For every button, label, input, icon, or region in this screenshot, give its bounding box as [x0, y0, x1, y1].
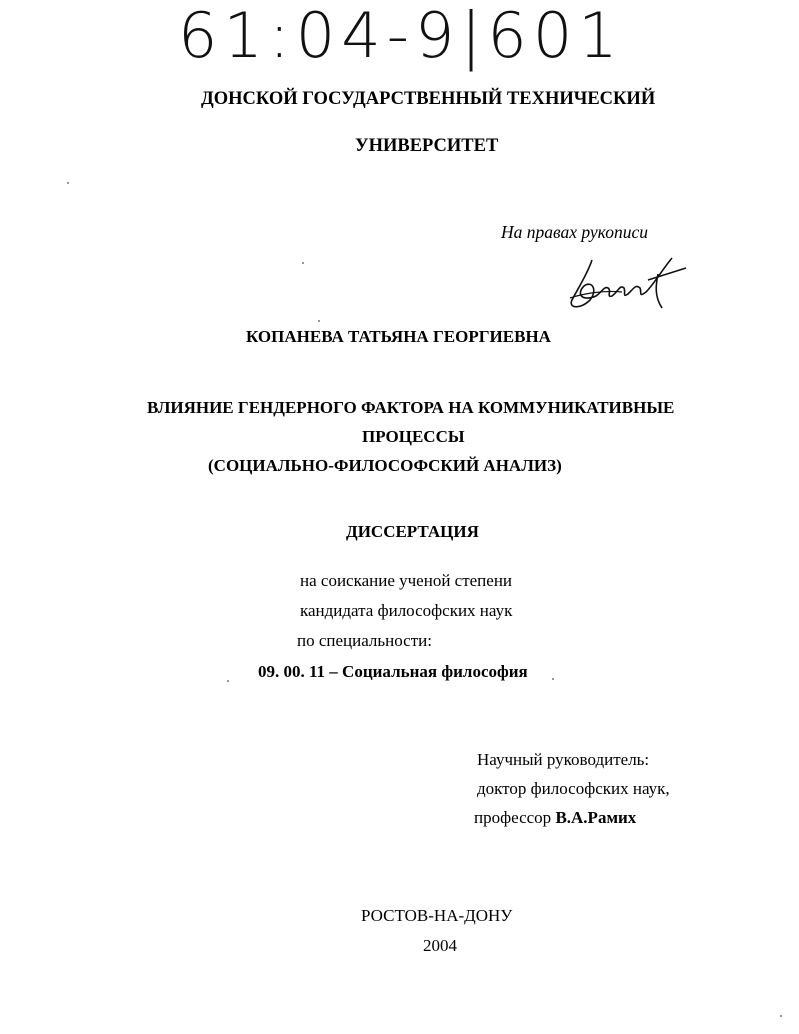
- scan-speck: [318, 320, 320, 322]
- document-type: ДИССЕРТАЦИЯ: [346, 522, 479, 541]
- supervisor-title-line: [474, 808, 636, 828]
- scan-speck: [780, 1015, 782, 1017]
- signature-icon: [562, 250, 692, 320]
- institution-line-1: ДОНСКОЙ ГОСУДАРСТВЕННЫЙ ТЕХНИЧЕСКИЙ: [201, 89, 656, 109]
- degree-line-3: по специальности:: [297, 631, 432, 650]
- title-line-3: (СОЦИАЛЬНО-ФИЛОСОФСКИЙ АНАЛИЗ): [208, 456, 562, 475]
- year: 2004: [423, 936, 457, 955]
- title-line-2: ПРОЦЕССЫ: [362, 427, 465, 446]
- author-name: КОПАНЕВА ТАТЬЯНА ГЕОРГИЕВНА: [246, 327, 551, 346]
- supervisor-name: В.А.Рамих: [555, 808, 637, 827]
- supervisor-label: Научный руководитель:: [477, 750, 650, 769]
- degree-line-2: кандидата философских наук: [300, 601, 513, 620]
- scan-speck: [552, 678, 554, 680]
- degree-line-1: на соискание ученой степени: [300, 571, 513, 590]
- supervisor-title: профессор: [474, 808, 552, 827]
- title-line-1: ВЛИЯНИЕ ГЕНДЕРНОГО ФАКТОРА НА КОММУНИКАТИВНЫЕ: [147, 398, 675, 417]
- rights-note: На правах рукописи: [501, 222, 648, 242]
- supervisor-degree: доктор философских наук,: [477, 779, 670, 798]
- institution-line-2: УНИВЕРСИТЕТ: [355, 136, 499, 156]
- scan-speck: [227, 680, 229, 682]
- scan-speck: [67, 182, 69, 184]
- handwritten-code: 61:04-9|601: [178, 0, 624, 72]
- scan-speck: [302, 262, 304, 264]
- city: РОСТОВ-НА-ДОНУ: [361, 906, 513, 925]
- specialty: 09. 00. 11 – Социальная философия: [258, 662, 528, 681]
